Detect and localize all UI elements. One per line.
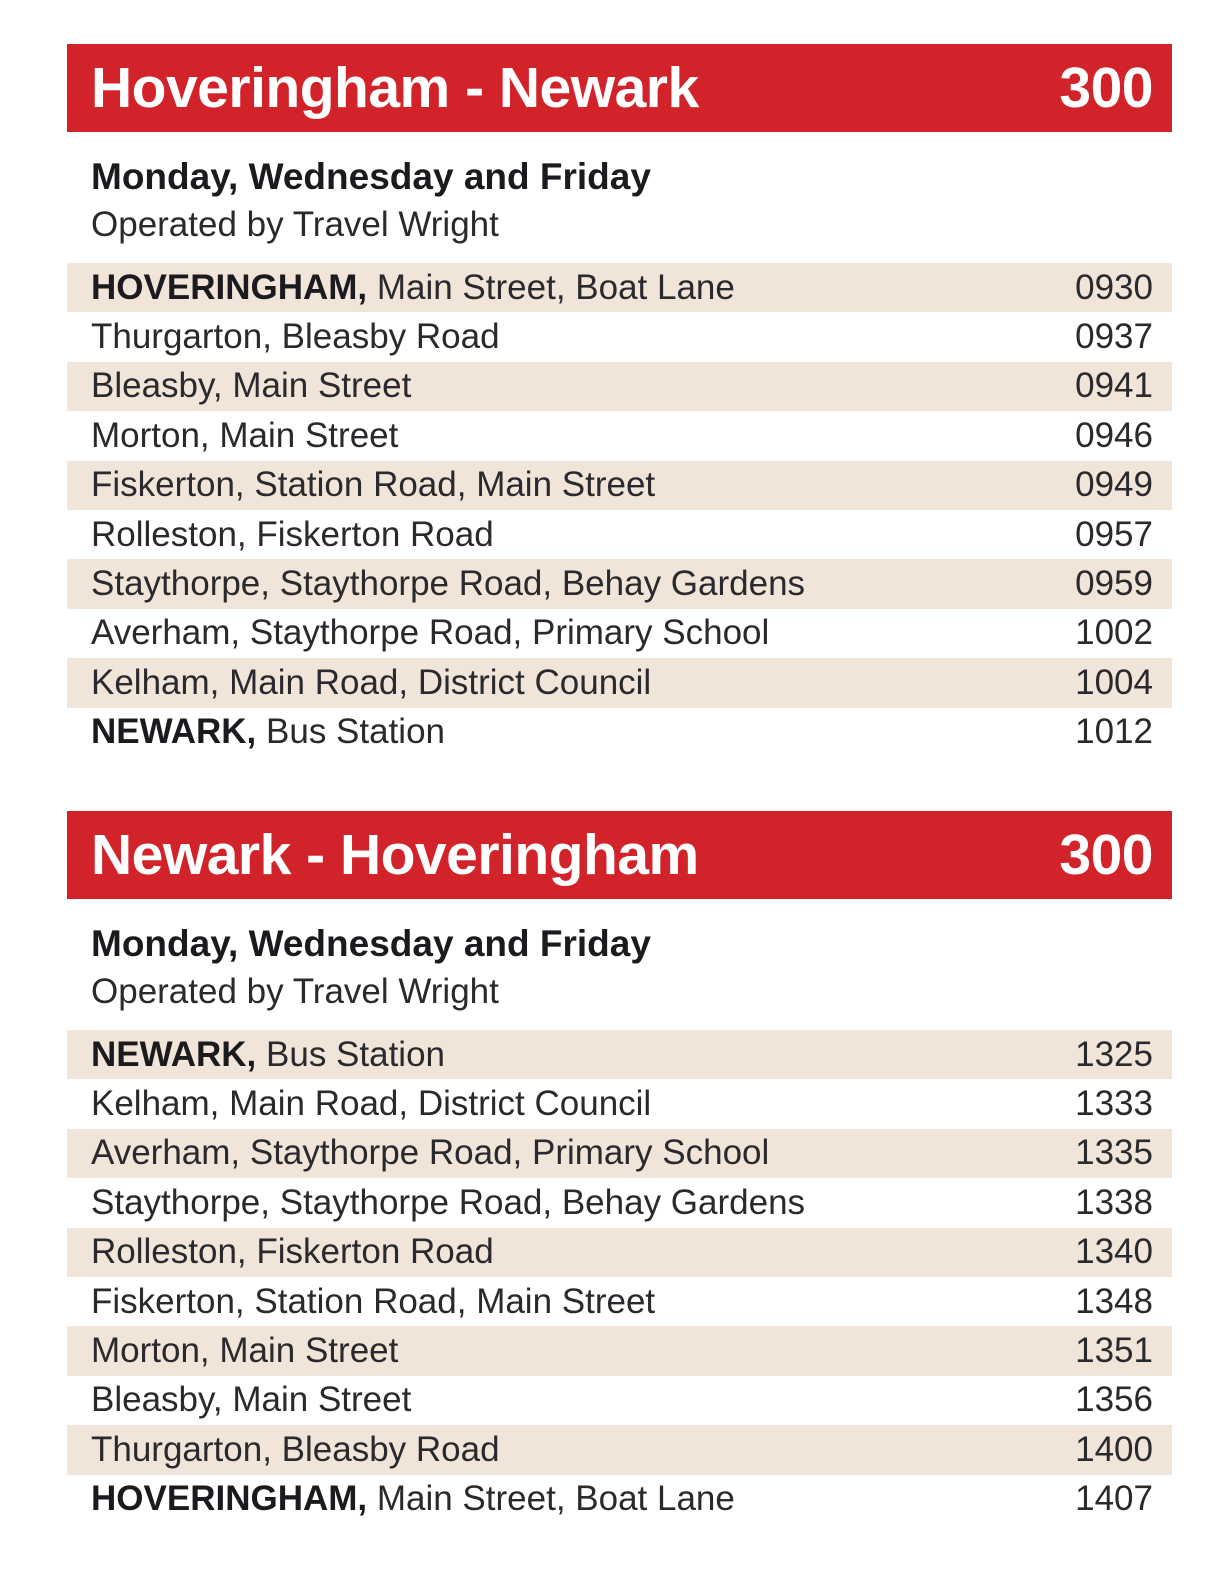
stop-name: Staythorpe, Staythorpe Road, Behay Gardens [91, 1182, 806, 1222]
stop-row [67, 1178, 1172, 1227]
route-title: Newark - Hoveringham [91, 823, 699, 887]
stop-time: 1400 [1075, 1429, 1153, 1469]
stop-time: 1407 [1075, 1479, 1153, 1519]
stop-list [67, 263, 1172, 757]
operating-days: Monday, Wednesday and Friday [91, 156, 651, 197]
stop-name: Thurgarton, Bleasby Road [91, 317, 500, 357]
stop-name: Kelham, Main Road, District Council [91, 662, 652, 702]
stop-row [67, 1030, 1172, 1079]
stop-row [67, 708, 1172, 757]
stop-list [67, 1030, 1172, 1524]
stop-time: 1333 [1075, 1084, 1153, 1124]
stop-row [67, 510, 1172, 559]
stop-name: Fiskerton, Station Road, Main Street [91, 1281, 656, 1321]
stop-row [67, 362, 1172, 411]
stop-row [67, 411, 1172, 460]
stop-row [67, 658, 1172, 707]
stop-name: Averham, Staythorpe Road, Primary School [91, 613, 770, 653]
stop-row [67, 1228, 1172, 1277]
stop-row [67, 1277, 1172, 1326]
stop-row [67, 1129, 1172, 1178]
operator: Operated by Travel Wright [91, 205, 499, 244]
stop-row [67, 312, 1172, 361]
stop-row [67, 1475, 1172, 1524]
route-number: 300 [1059, 56, 1153, 120]
stop-name: Bleasby, Main Street [91, 1380, 412, 1420]
route-number: 300 [1059, 823, 1153, 887]
route-title: Hoveringham - Newark [91, 56, 699, 120]
stop-time: 1002 [1075, 613, 1153, 653]
stop-name: Kelham, Main Road, District Council [91, 1084, 652, 1124]
stop-time: 1351 [1075, 1331, 1153, 1371]
stop-time: 1338 [1075, 1182, 1153, 1222]
stop-name: Staythorpe, Staythorpe Road, Behay Gardens [91, 564, 806, 604]
stop-time: 0941 [1075, 366, 1153, 406]
stop-time: 1340 [1075, 1232, 1153, 1272]
stop-row [67, 461, 1172, 510]
stop-row [67, 263, 1172, 312]
stop-name: Averham, Staythorpe Road, Primary School [91, 1133, 770, 1173]
stop-time: 0959 [1075, 564, 1153, 604]
operator: Operated by Travel Wright [91, 972, 499, 1011]
route-header [67, 44, 1172, 132]
stop-name: HOVERINGHAM, Main Street, Boat Lane [91, 267, 735, 307]
stop-name: Rolleston, Fiskerton Road [91, 514, 494, 554]
stop-name: NEWARK, Bus Station [91, 1034, 446, 1074]
route-header [67, 811, 1172, 899]
stop-row [67, 559, 1172, 608]
stop-time: 0957 [1075, 514, 1153, 554]
stop-name: Fiskerton, Station Road, Main Street [91, 465, 656, 505]
stop-name: Bleasby, Main Street [91, 366, 412, 406]
stop-row [67, 609, 1172, 658]
stop-name: Rolleston, Fiskerton Road [91, 1232, 494, 1272]
stop-time: 1348 [1075, 1281, 1153, 1321]
stop-name: HOVERINGHAM, Main Street, Boat Lane [91, 1479, 735, 1519]
stop-name: Morton, Main Street [91, 1331, 399, 1371]
stop-time: 1356 [1075, 1380, 1153, 1420]
stop-row [67, 1326, 1172, 1375]
timetable-newark-hoveringham [67, 811, 1172, 1524]
stop-row [67, 1079, 1172, 1128]
stop-time: 1335 [1075, 1133, 1153, 1173]
stop-name: NEWARK, Bus Station [91, 712, 446, 752]
stop-time: 0946 [1075, 415, 1153, 455]
stop-time: 0949 [1075, 465, 1153, 505]
stop-time: 0937 [1075, 317, 1153, 357]
timetable-hoveringham-newark [67, 44, 1172, 757]
stop-name: Thurgarton, Bleasby Road [91, 1429, 500, 1469]
stop-time: 1012 [1075, 712, 1153, 752]
stop-time: 1004 [1075, 662, 1153, 702]
stop-row [67, 1425, 1172, 1474]
stop-row [67, 1376, 1172, 1425]
stop-name: Morton, Main Street [91, 415, 399, 455]
operating-days: Monday, Wednesday and Friday [91, 923, 651, 964]
stop-time: 1325 [1075, 1034, 1153, 1074]
stop-time: 0930 [1075, 267, 1153, 307]
